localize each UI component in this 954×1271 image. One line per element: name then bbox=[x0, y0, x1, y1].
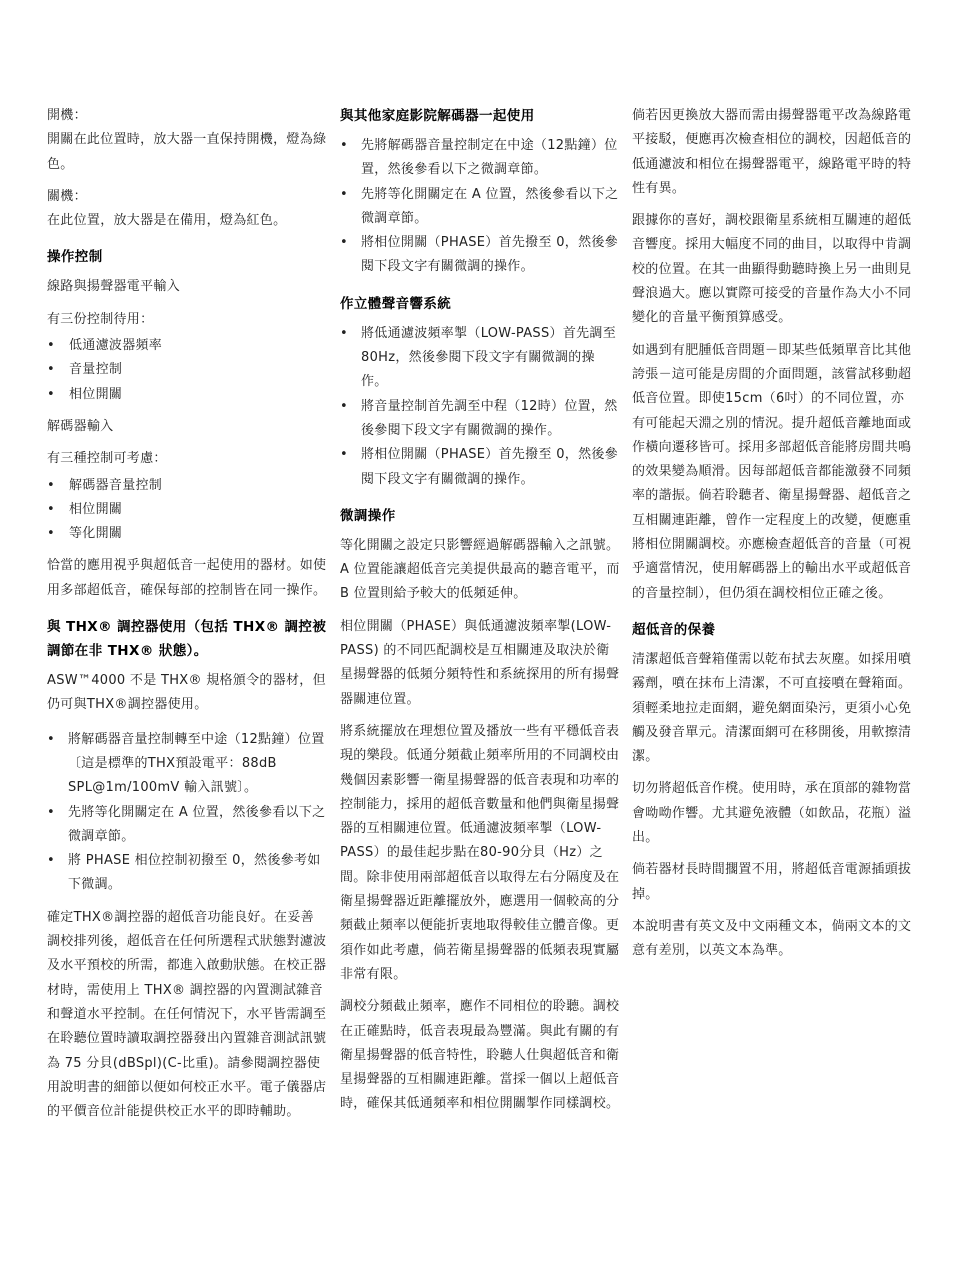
list-item: • 等化開關 bbox=[47, 522, 327, 546]
list-item: • 將音量控制首先調至中程（12時）位置，然後參閱下段文字有關微調的操作。 bbox=[340, 395, 620, 444]
fine-tuning-p4: 調校分頻截止頻率，應作不同相位的聆聽。調校在正確點時，低音表現最為豐滿。與此有關的有衛星揚聲器的低音特性，聆聽人仕與超低音和衛星揚聲器的互相關連距離。當採一個以上超低音時，確保其低通頻率和相位開關掣作同樣調校。 bbox=[340, 999, 620, 1112]
controls-heading: 操作控制 bbox=[47, 249, 103, 266]
fine-tuning-heading: 微調操作 bbox=[340, 507, 396, 524]
stereo-list bbox=[340, 322, 620, 492]
decoder-input-label: 解碼器輸入 bbox=[47, 418, 114, 434]
care-heading: 超低音的保養 bbox=[632, 621, 716, 638]
bullet-icon: • bbox=[340, 235, 348, 251]
other-decoders-list bbox=[340, 134, 620, 280]
bullet-icon: • bbox=[47, 362, 55, 378]
bullet-icon: • bbox=[340, 186, 348, 202]
bullet-icon: • bbox=[340, 138, 348, 153]
column-left bbox=[47, 104, 327, 1124]
bullet-icon: • bbox=[47, 526, 55, 542]
proper-use-text: 恰當的應用視乎與超低音一起使用的器材。如使用多部超低音，確保每部的控制皆在同一操作。 bbox=[47, 558, 327, 598]
thx-steps-list bbox=[47, 728, 327, 898]
fine-tuning-p2: 相位開關（PHASE）與低通濾波頻率掣(LOW-PASS) 的不同匹配調校是互相關連及取決於衛星揚聲器的低頻分頻特性和系統探用的所有揚聲器關連位置。 bbox=[340, 618, 620, 707]
asw-text: ASW™4000 不是 THX® 規格頒令的器材，但仍可與THX®調控器使用。 bbox=[47, 673, 326, 713]
decoder-controls-list bbox=[47, 474, 327, 547]
bullet-icon: • bbox=[47, 501, 55, 517]
list-item: • 音量控制 bbox=[47, 358, 327, 382]
bullet-icon: • bbox=[47, 386, 55, 402]
list-item: • 先將等化開關定在 A 位置，然後參看以下之微調章節。 bbox=[47, 801, 327, 850]
cleaning-text: 清潔超低音聲箱僅需以乾布拭去灰塵。如採用噴霧劑，噴在抹布上清潔，不可直接噴在聲箱面。須輕柔地拉走面網，避免網面染污，更須小心免觸及發音單元。清潔面網可在移開後，用軟擦清潔。 bbox=[632, 651, 912, 765]
fine-tuning-p3: 將系統擺放在理想位置及播放一些有平穩低音表現的樂段。低通分頻截止頻率所用的不同調校由幾個因素影響一衛星揚聲器的低音表現和功率的控制能力，採用的超低音數量和他們與衛星揚聲器的互相關連位置。低通濾波頻率掣（LOW-PASS）的最佳起步點在80-90分貝（Hz）之間。除非使用兩部超低音以取得左右分隔度及在衛星揚聲器近距離擺放外，應選用一個較高的分頻截止頻率以便能折衷地取得較佳立體音像。更須作如此考慮，倘若衛星揚聲器的低頻表現實屬非常有限。 bbox=[340, 723, 620, 982]
bullet-icon: • bbox=[340, 398, 348, 414]
line-controls-list bbox=[47, 334, 327, 407]
list-item: • 將相位開關（PHASE）首先撥至 0，然後參閱下段文字有關微調的操作。 bbox=[340, 443, 620, 492]
bullet-icon: • bbox=[340, 447, 348, 463]
bullet-icon: • bbox=[47, 338, 55, 354]
language-note-text: 本說明書有英文及中文兩種文本，倘兩文本的文意有差別，以英文本為準。 bbox=[632, 918, 912, 959]
bullet-icon: • bbox=[47, 477, 55, 493]
bullet-icon: • bbox=[47, 731, 55, 747]
bullet-icon: • bbox=[47, 853, 55, 869]
boomy-bass-text: 如遇到有肥腫低音問題－即某些低頻單音比其他誇張－這可能是房間的介面問題，該嘗試移動超低音位置。即使15cm（6吋）的不同位置，亦有可能起天淵之別的情況。提升超低音離地面或作橫向遷移皆可。採用多部超低音能將房間共鳴的效果變為順滑。因每部超低音都能激發不同頻率的諧振。倘若聆聽者、衛星揚聲器、超低音之互相關連距離，曾作一定程度上的改變，便應重將相位開關調校。亦應檢查超低音的音量（可視乎適當情況，使用解碼器上的輸出水平或超低音的音量控制），但仍須在調校相位正確之後。 bbox=[632, 342, 912, 601]
power-off-text: 在此位置，放大器是在備用，燈為紅色。 bbox=[47, 213, 287, 229]
three-controls-text: 有三份控制待用： bbox=[47, 311, 154, 327]
list-item: • 將低通濾波頻率掣（LOW-PASS）首先調至 80Hz，然後參閱下段文字有關微調的操作。 bbox=[340, 322, 620, 395]
list-item: • 低通濾波器頻率 bbox=[47, 334, 327, 358]
list-item: • 相位開關 bbox=[47, 383, 327, 407]
confirm-text: 確定THX®調控器的超低音功能良好。在妥善調校排列後，超低音在任何所選程式狀態對濾波及水平預校的所需，都進入啟動狀態。在校正器材時，需使用上 THX® 調控器的內置測試雜音和聲道水平控制。在任何情況下，水平皆需調至在聆聽位置時讀取調控器發出內置雜音測試訊號為 75 分貝(dBSpl)(C-比重)。請參閱調控器使用說明書的細節以便如何校正水平。電子儀器店的平價音位計能提供校正水平的即時輔助。 bbox=[47, 909, 327, 1120]
fine-tuning-p1: 等化開關之設定只影響經過解碼器輸入之訊號。A 位置能讓超低音完美提供最高的聽音電平，而 B 位置則給予較大的低頻延伸。 bbox=[340, 537, 620, 602]
list-item: • 將 PHASE 相位控制初撥至 0，然後參考如下微調。 bbox=[47, 849, 327, 898]
list-item: • 相位開關 bbox=[47, 498, 327, 522]
bullet-icon: • bbox=[340, 325, 348, 341]
list-item: • 將解碼器音量控制轉至中途（12點鐘）位置〔這是標準的THX預設電平：88dB SPL@1m/100mV 輸入訊號〕。 bbox=[47, 728, 327, 801]
list-item: • 先將等化開關定在 A 位置，然後參看以下之微調章節。 bbox=[340, 183, 620, 232]
power-on-text: 開關在此位置時，放大器一直保持開機，燈為綠色。 bbox=[47, 132, 327, 172]
power-off-heading: 關機： bbox=[47, 188, 87, 204]
power-on-heading: 開機： bbox=[47, 108, 87, 123]
amp-change-text: 倘若因更換放大器而需由揚聲器電平改為線路電平接駁，便應再次檢查相位的調校，因超低音的低通濾波和相位在揚聲器電平，線路電平時的特性有異。 bbox=[632, 108, 912, 196]
unplug-text: 倘若器材長時間擱置不用，將超低音電源插頭拔掉。 bbox=[632, 862, 912, 902]
three-controls2-text: 有三種控制可考慮： bbox=[47, 451, 167, 467]
list-item: • 解碼器音量控制 bbox=[47, 474, 327, 498]
no-seat-text: 切勿將超低音作櫈。使用時，承在頂部的雜物當會呦呦作響。尤其避免液體（如飲品，花瓶）溢出。 bbox=[632, 781, 912, 846]
list-item: • 將相位開關（PHASE）首先撥至 0，然後參閱下段文字有關微調的操作。 bbox=[340, 231, 620, 280]
bullet-icon: • bbox=[47, 804, 55, 820]
column-right bbox=[632, 104, 912, 964]
column-middle bbox=[340, 104, 620, 1117]
line-input-label: 線路與揚聲器電平輸入 bbox=[47, 279, 181, 295]
thx-heading: 與 THX® 調控器使用（包括 THX® 調控被調節在非 THX® 狀態）。 bbox=[47, 619, 327, 660]
other-decoders-heading: 與其他家庭影院解碼器一起使用 bbox=[340, 108, 535, 124]
list-item: • 先將解碼器音量控制定在中途（12點鐘）位置，然後參看以下之微調章節。 bbox=[340, 134, 620, 183]
stereo-heading: 作立體聲音響系統 bbox=[340, 295, 452, 312]
volume-balance-text: 跟據你的喜好，調校跟衛星系統相互關連的超低音響度。採用大幅度不同的曲目，以取得中肯調校的位置。在其一曲顯得動聽時換上另一曲則見聲浪過大。應以實際可接受的音量作為大小不同變化的音量平衡預算感受。 bbox=[632, 213, 912, 326]
